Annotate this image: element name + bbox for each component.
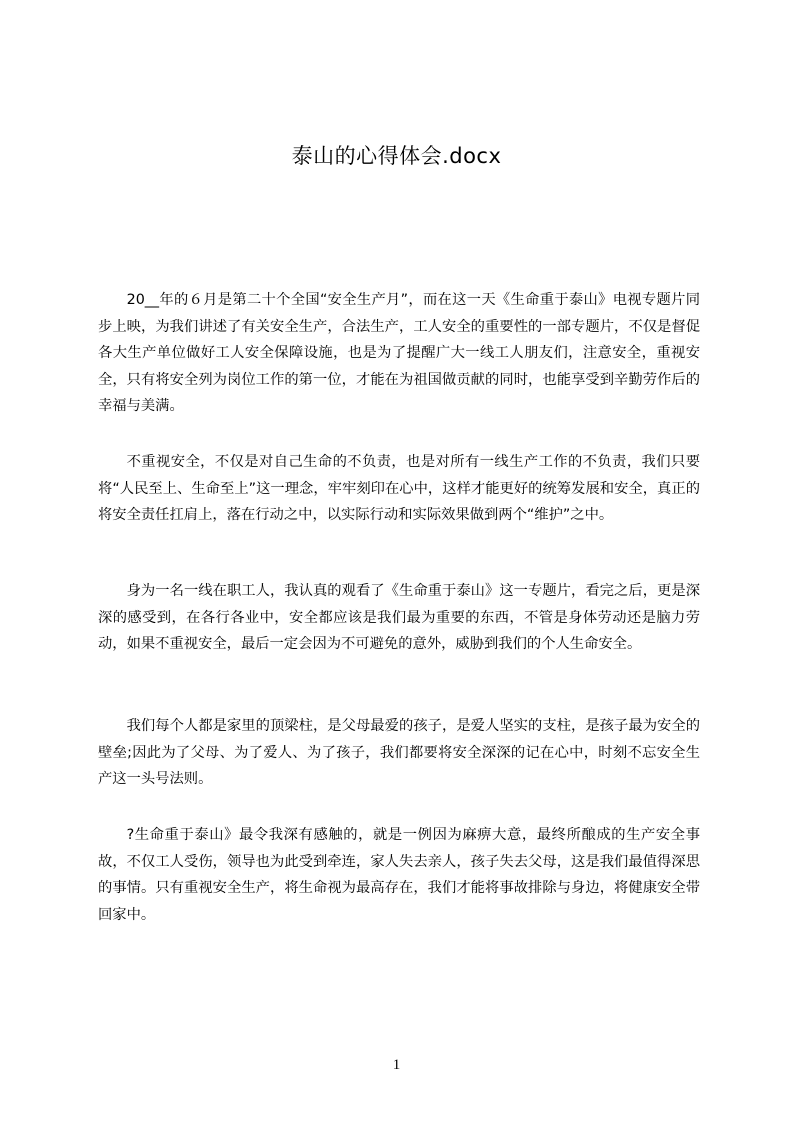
paragraph-5: ?生命重于泰山》最令我深有感触的，就是一例因为麻痹大意，最终所酿成的生产安全事故，不仅工人受伤，领导也为此受到牵连，家人失去亲人，孩子失去父母，这是我们最值得深思的事情。只有重视安全生产，将生命视为最高存在，我们才能将事故排除与身边，将健康安全带回家中。 (98, 827, 700, 923)
paragraph-4: 我们每个人都是家里的顶梁柱，是父母最爱的孩子，是爱人坚实的支柱，是孩子最为安全的壁垒;因此为了父母、为了爱人、为了孩子，我们都要将安全深深的记在心中，时刻不忘安全生产这一头号法则。 (98, 718, 700, 787)
page-number: 1 (392, 1057, 401, 1073)
paragraph-2: 不重视安全，不仅是对自己生命的不负责，也是对所有一线生产工作的不负责，我们只要将“人民至上、生命至上”这一理念，牢牢刻印在心中，这样才能更好的统筹发展和安全，真正的将安全责任扛肩上，落在行动之中，以实际行动和实际效果做到两个“维护”之中。 (98, 454, 700, 523)
paragraph-3: 身为一名一线在职工人，我认真的观看了《生命重于泰山》这一专题片，看完之后，更是深深的感受到，在各行各业中，安全都应该是我们最为重要的东西，不管是身体劳动还是脑力劳动，如果不重视安全，最后一定会因为不可避免的意外，威胁到我们的个人生命安全。 (98, 583, 700, 652)
paragraph-1: 20__年的６月是第二十个全国“安全生产月”，而在这一天《生命重于泰山》电视专题片同步上映，为我们讲述了有关安全生产，合法生产，工人安全的重要性的一部专题片，不仅是督促各大生产单位做好工人安全保障设施，也是为了提醒广大一线工人朋友们，注意安全，重视安全，只有将安全列为岗位工作的第一位，才能在为祖国做贡献的同时，也能享受到辛勤劳作后的幸福与美满。 (98, 292, 700, 414)
document-title: 泰山的心得体会.docx (291, 144, 502, 168)
